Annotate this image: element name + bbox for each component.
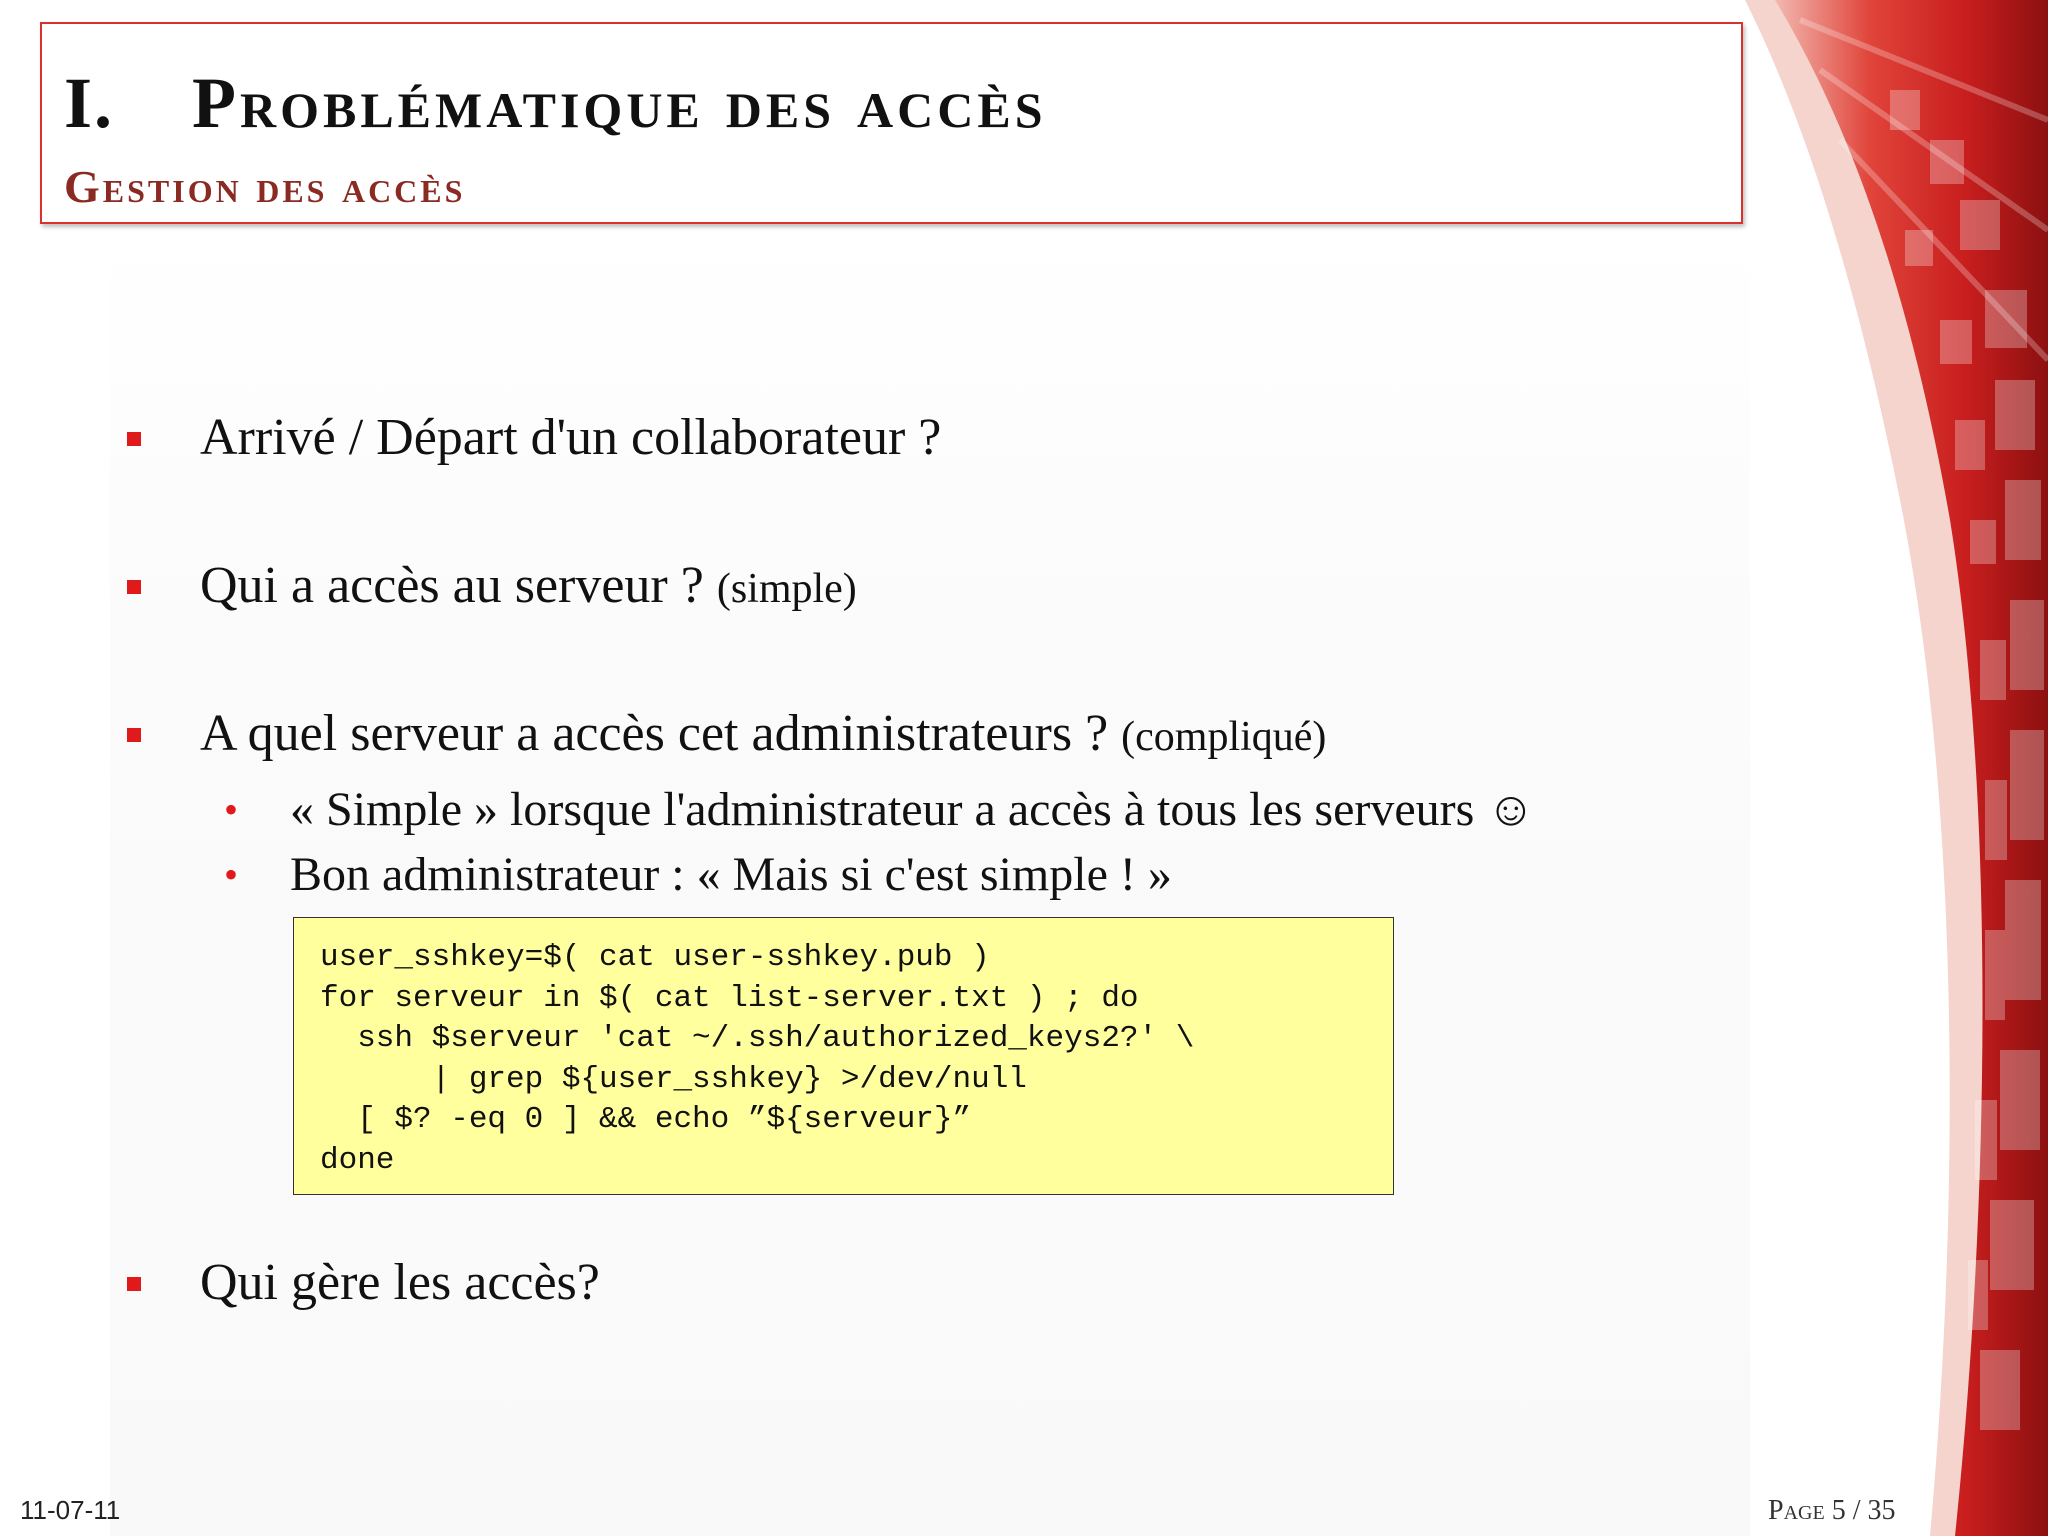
slide-subtitle: Gestion des accès <box>64 161 466 212</box>
page-label: Page <box>1768 1495 1825 1526</box>
bullet-text: Qui gère les accès? <box>200 1254 600 1311</box>
bullet-marker <box>127 1277 141 1291</box>
code-line: ssh $serveur 'cat ~/.ssh/authorized_keys2?' \ <box>320 1021 1195 1056</box>
bullet-note: (compliqué) <box>1121 714 1327 760</box>
bullet-item <box>200 704 1326 763</box>
code-line: user_sshkey=$( cat user-sshkey.pub ) <box>320 940 990 975</box>
title-box <box>40 22 1743 224</box>
sub-bullet-text: Bon administrateur : « Mais si c'est simple ! » <box>290 848 1172 901</box>
page-number: 5 / 35 <box>1831 1495 1896 1526</box>
bullet-text: Qui a accès au serveur ? <box>200 557 717 614</box>
slide-title: Problématique des accès <box>192 63 1047 143</box>
bullet-text: Arrivé / Départ d'un collaborateur ? <box>200 409 942 466</box>
bullet-marker <box>127 580 141 594</box>
code-line: | grep ${user_sshkey} >/dev/null <box>320 1061 1027 1097</box>
code-line: done <box>320 1142 395 1178</box>
sub-bullet-text: « Simple » lorsque l'administrateur a accès à tous les serveurs ☺ <box>290 783 1536 836</box>
bullet-item <box>200 1253 600 1312</box>
sub-bullet-marker: • <box>224 787 239 832</box>
bullet-note: (simple) <box>716 566 857 612</box>
code-block <box>293 917 1394 1195</box>
footer-date: 11-07-11 <box>20 1495 121 1525</box>
footer-page-number <box>1768 1495 1895 1527</box>
sub-bullet-marker: • <box>224 852 239 897</box>
section-number: I. <box>64 63 115 143</box>
bullet-item <box>200 556 857 615</box>
bullet-text: A quel serveur a accès cet administrateurs ? <box>200 705 1122 762</box>
code-line: [ $? -eq 0 ] && echo ”${serveur}” <box>320 1102 972 1137</box>
bullet-item <box>200 408 941 467</box>
code-line: for serveur in $( cat list-server.txt ) ; do <box>320 980 1139 1016</box>
bullet-marker <box>127 728 141 742</box>
bullet-marker <box>127 432 141 446</box>
